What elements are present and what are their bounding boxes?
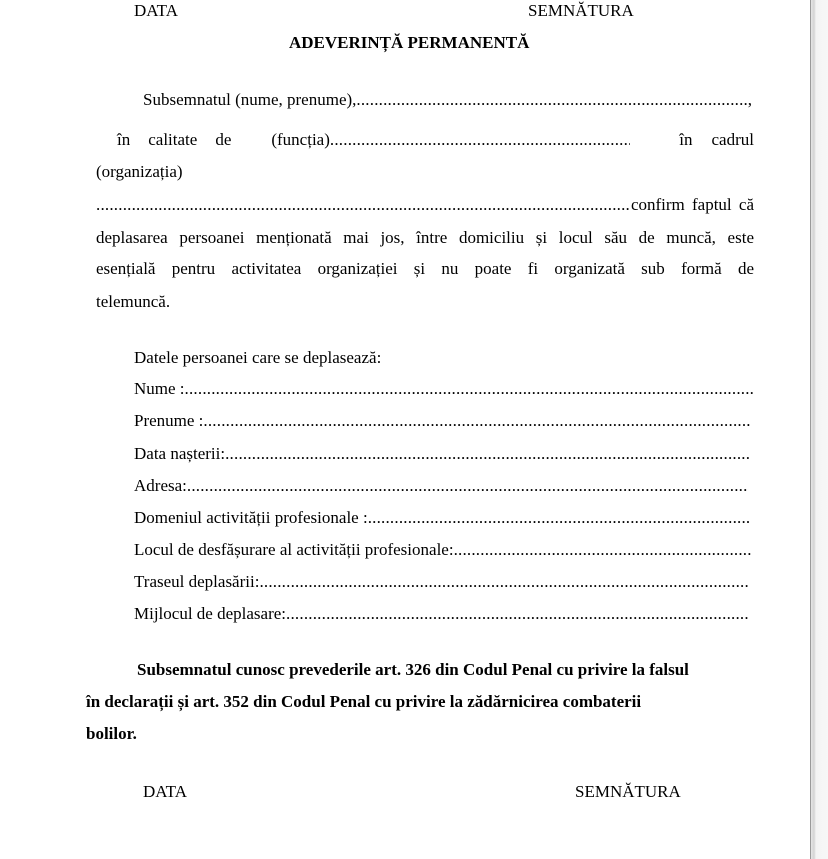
dotted-fill — [356, 90, 747, 110]
field-row — [134, 540, 751, 560]
intro-line-2 — [117, 130, 754, 150]
dotted-fill — [286, 604, 749, 624]
field-row — [134, 572, 749, 592]
field-row — [134, 411, 751, 431]
dotted-fill — [368, 508, 751, 528]
declaration-line-3: bolilor. — [86, 724, 137, 743]
header-signature-label: SEMNĂTURA — [528, 1, 634, 20]
footer-data-label: DATA — [143, 782, 187, 801]
field-row — [134, 508, 751, 528]
intro-word: cadrul — [711, 130, 754, 149]
intro-word: calitate — [148, 130, 198, 149]
dotted-fill — [259, 572, 749, 592]
intro-line-4 — [96, 195, 754, 215]
dotted-fill — [96, 195, 631, 215]
field-label: Data nașterii: — [134, 444, 226, 463]
intro-line-1-suffix: , — [747, 90, 752, 109]
declaration-line-2: în declarații și art. 352 din Codul Penal cu privire la zădărnicirea combaterii — [86, 692, 642, 711]
field-label: Adresa: — [134, 476, 187, 495]
intro-line-3: (organizația) — [96, 162, 183, 181]
field-label: Mijlocul de deplasare: — [134, 604, 287, 623]
intro-word: în — [117, 130, 131, 149]
page-title: ADEVERINȚĂ PERMANENTĂ — [289, 33, 530, 52]
intro-line-7: telemuncă. — [96, 292, 171, 311]
field-label: Domeniul activității profesionale : — [134, 508, 368, 527]
field-label: Nume : — [134, 379, 185, 398]
dotted-fill — [330, 130, 630, 150]
intro-word: de — [215, 130, 232, 149]
intro-line-4-text: confirm faptul că — [630, 195, 754, 214]
dotted-fill — [185, 379, 754, 399]
field-row — [134, 379, 754, 399]
dotted-fill — [454, 540, 751, 560]
field-row — [134, 444, 751, 464]
viewer-scroll-gutter — [811, 0, 828, 859]
field-row — [134, 604, 749, 624]
field-label: Traseul deplasării: — [134, 572, 260, 591]
intro-word: în — [679, 130, 693, 149]
field-label: Prenume : — [134, 411, 204, 430]
person-heading: Datele persoanei care se deplasează: — [134, 348, 382, 367]
intro-line-6: esențială pentru activitatea organizației și nu poate fi organizată sub formă de — [96, 259, 754, 278]
field-label: Locul de desfășurare al activității profesionale: — [134, 540, 454, 559]
intro-line-1 — [143, 90, 752, 110]
declaration-line-1: Subsemnatul cunosc prevederile art. 326 din Codul Penal cu privire la falsul — [137, 660, 689, 679]
header-data-label: DATA — [134, 1, 178, 20]
dotted-fill — [187, 476, 747, 496]
intro-word: (funcția) — [271, 130, 330, 149]
intro-line-1-label: Subsemnatul (nume, prenume), — [143, 90, 357, 109]
dotted-fill — [225, 444, 751, 464]
intro-line-5: deplasarea persoanei menționată mai jos, între domiciliu și locul său de muncă, este — [96, 228, 754, 247]
footer-signature-label: SEMNĂTURA — [575, 782, 681, 801]
field-row — [134, 476, 747, 496]
dotted-fill — [203, 411, 751, 431]
